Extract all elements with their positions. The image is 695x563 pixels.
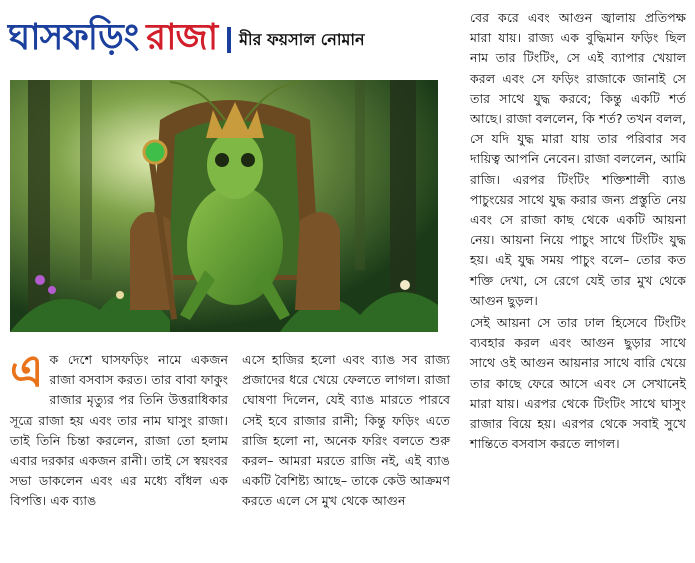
grasshopper-king-image xyxy=(10,80,438,332)
drop-cap: এ xyxy=(10,346,44,397)
story-column-3 xyxy=(470,8,686,454)
story-column-1 xyxy=(10,346,228,512)
story-illustration xyxy=(10,80,438,332)
column-3-paragraph-1: বের করে এবং আগুন জ্বালায় প্রতিপক্ষ মারা যায়। রাজ্য এক বুদ্ধিমান ফড়িং ছিল নাম তার টিংটিং, সে এই ব্যাপার খেয়াল করল এবং সে ফড়িং রাজাকে জানাই সে তার সাথে যুদ্ধ করবে; কিন্তু একটি শর্ত আছে। রাজা বললেন, কি শর্ত? তখন বলল, সে যদি যুদ্ধ মারা যায় তার পরিবার সব দায়িত্ব আপনি নেবেন। রাজা বললেন, আমি রাজি। এরপর টিংটিং শক্তিশালী ব্যাঙ পাচুংয়ের সাথে যুদ্ধ করার জন্য প্রস্তুতি নেয় এবং সে রাজা কাছ থেকে একটি আয়না নেয়। আয়না নিয়ে পাচুং সাথে টিংটিং যুদ্ধ হয়। এই যুদ্ধ সময় পাচুং বলে– তোর কত শক্তি দেখা, সে রেগে যেই তার মুখ থেকে আগুন ছুড়ল। xyxy=(470,10,686,308)
story-title-part1: ঘাসফড়িং xyxy=(8,17,139,58)
title-divider xyxy=(227,27,231,53)
column-3-paragraph-2: সেই আয়না সে তার ঢাল হিসেবে টিংটিং ব্যবহার করল এবং আগুন ছুড়ার সাথে সাথে ওই আগুন আয়নার সাথে বারি খেয়ে তার কাছে ফেরে আসে এবং সে সেখানেই মারা যায়। এরপর থেকে টিংটিং সাথে ঘাসুং রাজার বিয়ে হয়। এরপর থেকে সবাই সুখে শান্তিতে বসবাস করতে লাগল। xyxy=(470,315,686,452)
story-title-part2: রাজা xyxy=(146,17,218,58)
story-header xyxy=(8,14,448,66)
column-2-text: এসে হাজির হলো এবং ব্যাঙ সব রাজ্য প্রজাদের ধরে খেয়ে ফেলতে লাগল। রাজা ঘোষণা দিলেন, যেই ব্যাঙ মারতে পারবে সেই হবে রাজার রানী; কিন্তু ফড়িং এতে রাজি হলো না, অনেক ফরিং বলতে শুরু করল– আমরা মরতে রাজি নই, এই ব্যাঙ একটি বৈশিষ্ট্য আছে– তাকে কেউ আক্রমণ করতে এলে সে মুখ থেকে আগুন xyxy=(242,352,450,509)
column-1-text: ক দেশে ঘাসফড়িং নামে একজন রাজা বসবাস করত। তার বাবা ফাকুং রাজার মৃত্যুর পর তিনি উত্তরাধিকার সূত্রে রাজা হয় এবং তার নাম ঘাসুং রাজা। তাই তিনি চিন্তা করলেন, রাজা তো হলাম এবার দরকার একজন রানী। তাই সে স্বয়ংবর সভা ডাকলেন এবং এর মধ্যে বাঁধল এক বিপত্তি। এক ব্যাঙ xyxy=(10,352,228,509)
author-name: মীর ফয়সাল নোমান xyxy=(239,29,365,49)
story-column-2 xyxy=(242,350,450,512)
